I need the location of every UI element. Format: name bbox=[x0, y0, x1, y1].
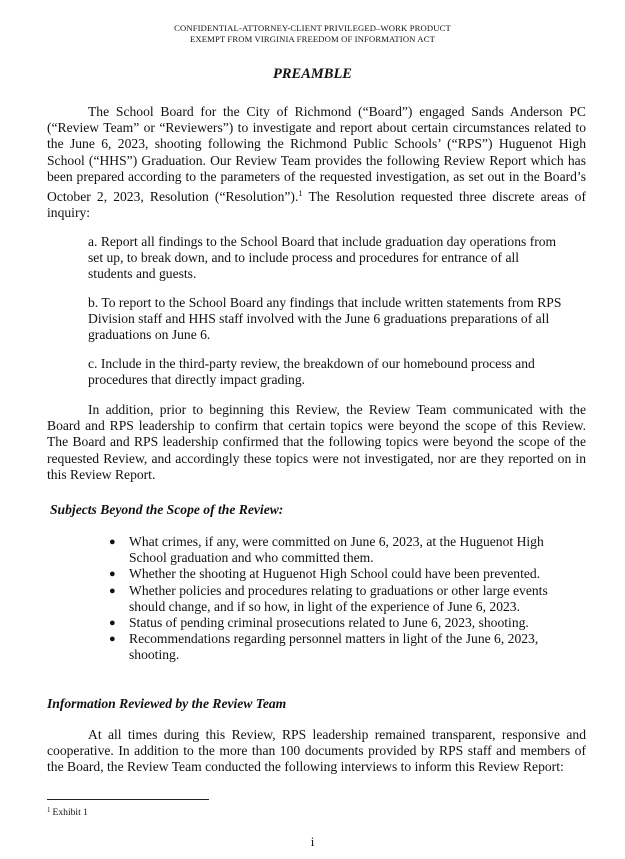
intro-text-after: The Resolution requested three discrete areas of inquiry: bbox=[47, 189, 586, 221]
footnote-text: Exhibit 1 bbox=[52, 807, 88, 818]
bullet-icon: ● bbox=[109, 633, 116, 646]
bullet-icon: ● bbox=[109, 568, 116, 581]
intro-paragraph bbox=[47, 104, 586, 221]
footnote-mark: 1 bbox=[47, 806, 51, 814]
inquiry-item-a: a. Report all findings to the School Board that include graduation day operations from set up, to break down, and to include process and procedures for entrance of all students and guests. bbox=[88, 234, 557, 282]
scope-paragraph: In addition, prior to beginning this Review, the Review Team communicated with the Board and RPS leadership to confirm that certain topics were beyond the scope of this Review. The Board and RPS leadership confirmed that the following topics were beyond the scope of the requested Review, and accordingly these topics were not investigated, nor are they reported on in this Review Report. bbox=[47, 402, 586, 482]
list-item: ● Status of pending criminal prosecutions related to June 6, 2023, shooting. bbox=[109, 615, 529, 631]
footnote bbox=[47, 806, 88, 818]
inquiry-item-b: b. To report to the School Board any findings that include written statements from RPS Division staff and HHS staff involved with the June 6 graduations preparations of all graduations on June 6. bbox=[88, 295, 562, 343]
page-number: i bbox=[310, 834, 315, 849]
info-heading: Information Reviewed by the Review Team bbox=[47, 696, 287, 711]
list-item: ● Recommendations regarding personnel matters in light of the June 6, 2023, shooting. bbox=[109, 631, 539, 663]
confidential-header-line-1: CONFIDENTIAL-ATTORNEY-CLIENT PRIVILEGED–WORK PRODUCT bbox=[174, 23, 451, 33]
bullet-icon: ● bbox=[109, 617, 116, 630]
bullet-icon: ● bbox=[109, 536, 116, 548]
info-paragraph: At all times during this Review, RPS leadership remained transparent, responsive and cooperative. In addition to the more than 100 documents provided by RPS staff and members of the Board, the Review Team conducted the following interviews to inform this Review Report: bbox=[47, 727, 586, 775]
subjects-list bbox=[109, 534, 557, 664]
list-item: ● What crimes, if any, were committed on June 6, 2023, at the Huguenot High School graduation and who committed them. bbox=[109, 534, 544, 566]
confidential-header-line-2: EXEMPT FROM VIRGINIA FREEDOM OF INFORMATION ACT bbox=[190, 34, 435, 44]
footnote-divider bbox=[47, 799, 209, 800]
inquiry-item-c: c. Include in the third-party review, the breakdown of our homebound process and procedures that directly impact grading. bbox=[88, 356, 535, 388]
subjects-heading: Subjects Beyond the Scope of the Review: bbox=[50, 502, 284, 517]
list-item: ● Whether the shooting at Huguenot High School could have been prevented. bbox=[109, 566, 541, 582]
bullet-icon: ● bbox=[109, 584, 116, 597]
page-title: PREAMBLE bbox=[273, 66, 352, 82]
list-item: ● Whether policies and procedures relating to graduations or other large events should change, and if so how, in light of the experience of June 6, 2023. bbox=[109, 582, 548, 614]
footnote-reference: 1 bbox=[298, 188, 303, 199]
intro-text: The School Board for the City of Richmond (“Board”) engaged Sands Anderson PC (“Review Team” or “Reviewers”) to investigate and report about certain circumstances related to the June 6, 2023, shooting following the Richmond Public Schools’ (“RPS”) Huguenot High School (“HHS”) Graduation. Our Review Team provides the following Review Report which has been prepared according to the parameters of the requested investigation, as set out in the Board’s October 2, 2023, Resolution (“Resolution”). bbox=[47, 104, 586, 205]
